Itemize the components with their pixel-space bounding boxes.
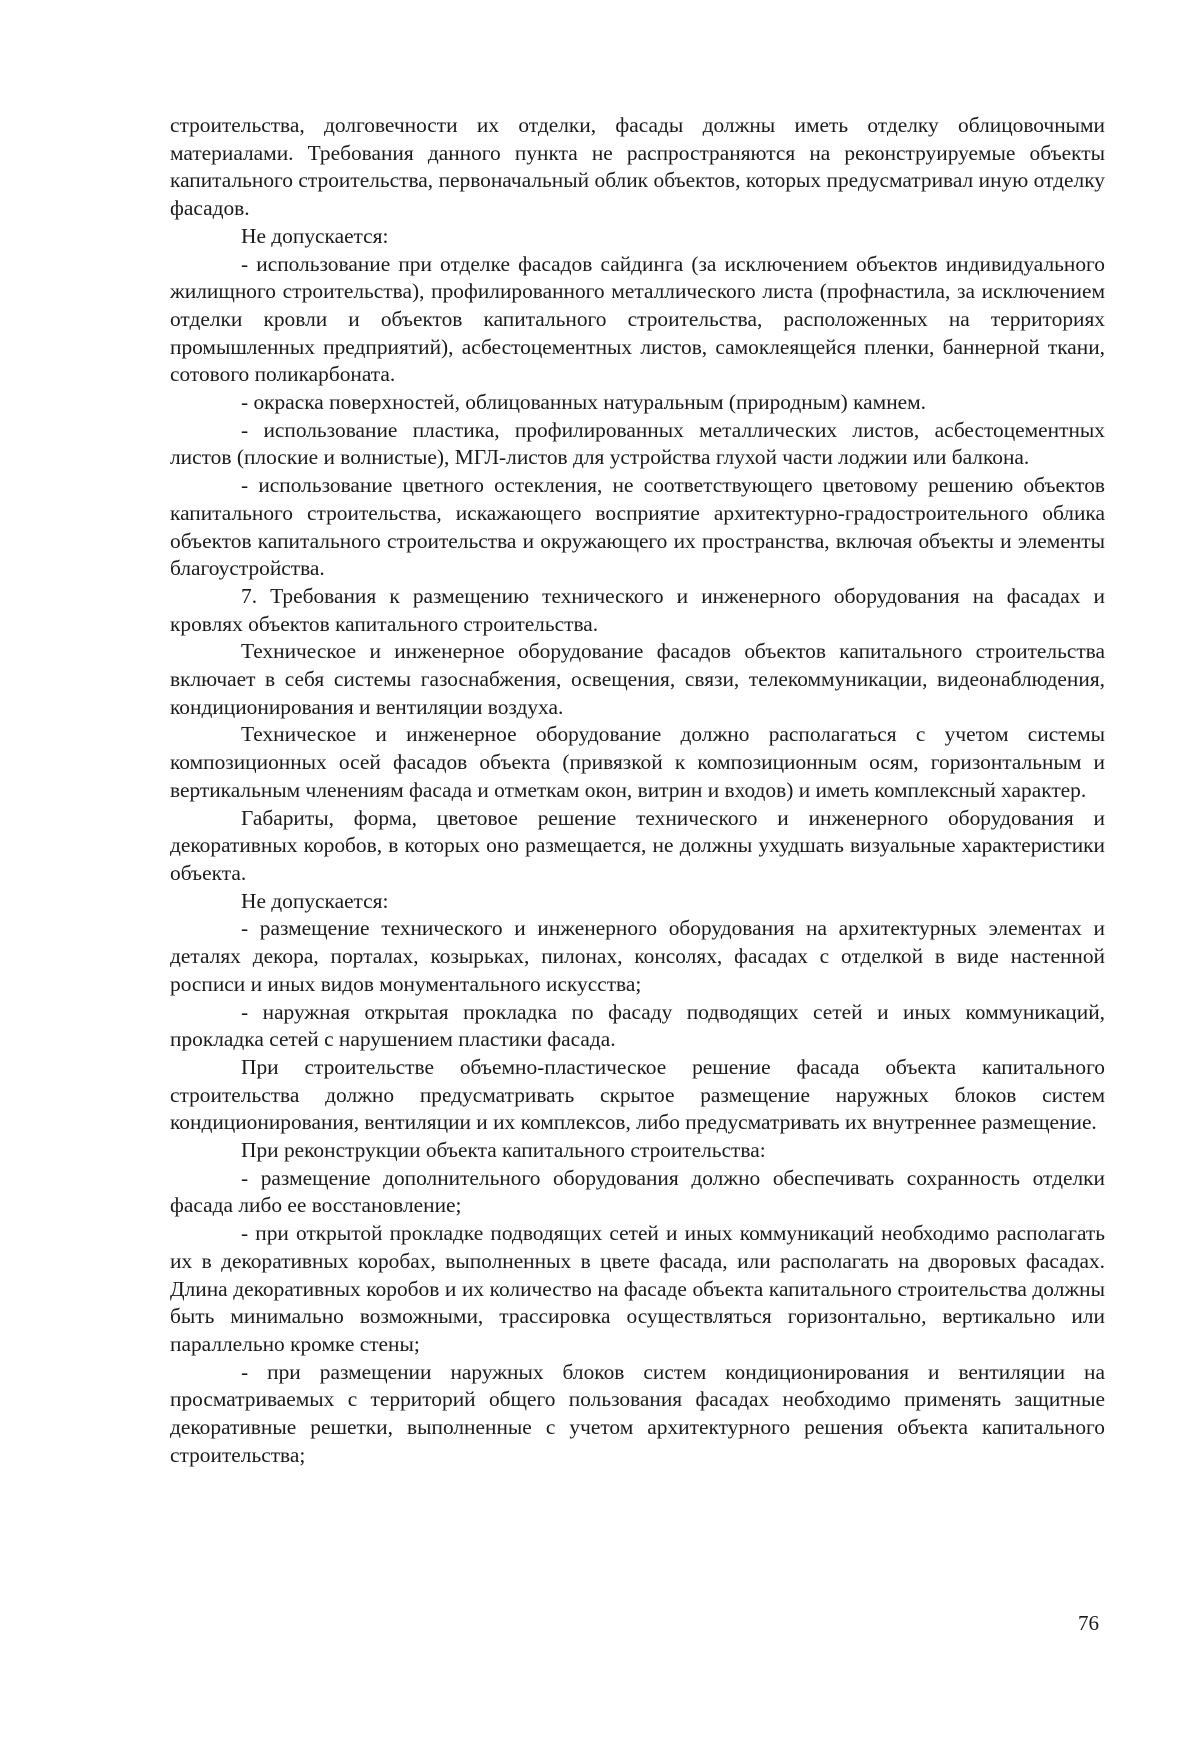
paragraph-18: - при размещении наружных блоков систем кондиционирования и вентиляции на просматриваемых с территорий общего пользования фасадах необходимо применять защитные декоративные решетки, выполненные с учетом архитектурного решения объекта капитального строительства; xyxy=(170,1359,1105,1467)
paragraph-15: При реконструкции объекта капитального строительства: xyxy=(241,1138,766,1163)
paragraph-14: При строительстве объемно-пластическое решение фасада объекта капитального строительства должно предусматривать скрытое размещение наружных блоков систем кондиционирования, вентиляции и их комплексов, либо предусматривать их внутреннее размещение. xyxy=(170,1054,1105,1135)
paragraph-6: - использование цветного остекления, не соответствующего цветовому решению объектов капитального строительства, искажающего восприятие архитектурно-градостроительного облика объектов капитального строительства и окружающего их пространства, включая объекты и элементы благоустройства. xyxy=(170,473,1105,581)
paragraph-2: Не допускается: xyxy=(241,223,389,248)
paragraph-1: строительства, долговечности их отделки, фасады должны иметь отделку облицовочными материалами. Требования данного пункта не распространяются на реконструируемые объекты капитального строительства, первоначальный облик объектов, которых предусматривал иную отделку фасадов. xyxy=(170,113,1105,221)
paragraph-10: Габариты, форма, цветовое решение технического и инженерного оборудования и декоративных коробов, в которых оно размещается, не должны ухудшать визуальные характеристики объекта. xyxy=(170,805,1105,885)
paragraph-3: - использование при отделке фасадов сайдинга (за исключением объектов индивидуального жилищного строительства), профилированного металлического листа (профнастила, за исключением отделки кровли и объектов капитального строительства, расположенных на территориях промышленных предприятий), асбестоцементных листов, самоклеящейся пленки, баннерной ткани, сотового поликарбоната. xyxy=(170,251,1105,387)
paragraph-13: - наружная открытая прокладка по фасаду подводящих сетей и иных коммуникаций, прокладка сетей с нарушением пластики фасада. xyxy=(170,999,1105,1052)
document-body xyxy=(170,112,1105,1469)
paragraph-5: - использование пластика, профилированных металлических листов, асбестоцементных листов (плоские и волнистые), МГЛ-листов для устройства глухой части лоджии или балкона. xyxy=(170,417,1105,470)
paragraph-7-heading: 7. Требования к размещению технического и инженерного оборудования на фасадах и кровлях объектов капитального строительства. xyxy=(170,583,1105,636)
paragraph-17: - при открытой прокладке подводящих сетей и иных коммуникаций необходимо располагать их в декоративных коробах, выполненных в цвете фасада, или располагать на дворовых фасадах. Длина декоративных коробов и их количество на фасаде объекта капитального строительства должны быть минимально возможными, трассировка осуществляться горизонтально, вертикально или параллельно кромке стены; xyxy=(170,1221,1105,1356)
page-number: 76 xyxy=(1078,1611,1099,1635)
paragraph-4: - окраска поверхностей, облицованных натуральным (природным) камнем. xyxy=(241,390,927,415)
paragraph-12: - размещение технического и инженерного оборудования на архитектурных элементах и деталях декора, порталах, козырьках, пилонах, консолях, фасадах с отделкой в виде настенной росписи и иных видов монументального искусства; xyxy=(170,916,1105,996)
paragraph-9: Техническое и инженерное оборудование должно располагаться с учетом системы композиционных осей фасадов объекта (привязкой к композиционным осям, горизонтальным и вертикальным членениям фасада и отметкам окон, витрин и входов) и иметь комплексный характер. xyxy=(170,722,1105,802)
paragraph-16: - размещение дополнительного оборудования должно обеспечивать сохранность отделки фасада либо ее восстановление; xyxy=(170,1165,1105,1218)
paragraph-8: Техническое и инженерное оборудование фасадов объектов капитального строительства включает в себя системы газоснабжения, освещения, связи, телекоммуникации, видеонаблюдения, кондиционирования и вентиляции воздуха. xyxy=(170,639,1105,719)
paragraph-11: Не допускается: xyxy=(241,888,389,913)
